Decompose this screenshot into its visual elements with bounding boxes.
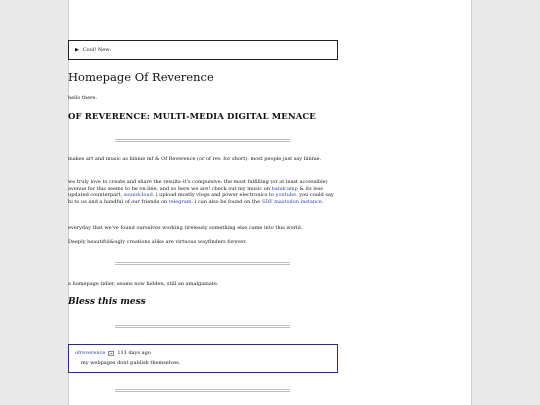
soundcloud-link[interactable]: soundcloud [123,192,153,199]
intro-paragraph-4: Deeply beautiful&ugly creations alike are virtuous wayfinders forever. [68,239,247,245]
text-span: . you could say hi to us and a handful of our friends on [68,192,334,205]
section-tagline: a homepage tidier, seams now hidden, still an amalgamate. [68,281,219,287]
text-span: we truly love to create and share the results–it's compulsive. the most fulfilling (or at least accessible) avenue for this seems to be on-line, and so here we are! check out my music on [68,179,328,192]
intro-paragraph-1: makes art and music as binnie mf & Of Reverence (or of rev. for short). most people just say binnie. [68,156,322,162]
youtube-link[interactable]: youtube [275,192,297,199]
divider [115,325,290,328]
disclosure-triangle-icon[interactable]: ▶ [75,46,79,53]
post-meta [75,350,331,356]
post-card [68,344,338,373]
text-span: . i upload mostly vlogs and power electronics to [152,192,276,199]
sdf-mastodon-link[interactable]: SDF mastodon instance [261,198,322,205]
text-span: . [321,198,324,205]
divider [115,262,290,265]
section-heading: Bless this mess [68,297,146,307]
intro-paragraph-3: everyday that we've found ourselves working tirelessly something else came into this world. [68,225,303,231]
post-body: my webpages dont publish themselves. [81,360,181,366]
post-author-link[interactable]: ofreverence [75,350,106,356]
text-span: . i can also be found on the [191,198,262,205]
divider [115,389,290,392]
greeting-text: hello there. [68,95,98,101]
bandcamp-link[interactable]: bandcamp [271,185,298,192]
intro-paragraph-2 [68,179,338,205]
cool-new-details-toggle[interactable] [68,40,338,60]
page-subtitle: OF REVERENCE: MULTI-MEDIA DIGITAL MENACE [68,112,316,122]
details-summary[interactable]: Cool! New: [82,47,112,53]
post-age: 111 days ago [117,350,151,356]
divider [115,139,290,142]
text-span: & its less updated counterpart, [68,185,323,199]
telegram-link[interactable]: telegram [168,198,192,205]
page-title: Homepage Of Reverence [68,70,214,84]
profile-card-icon [108,351,114,356]
